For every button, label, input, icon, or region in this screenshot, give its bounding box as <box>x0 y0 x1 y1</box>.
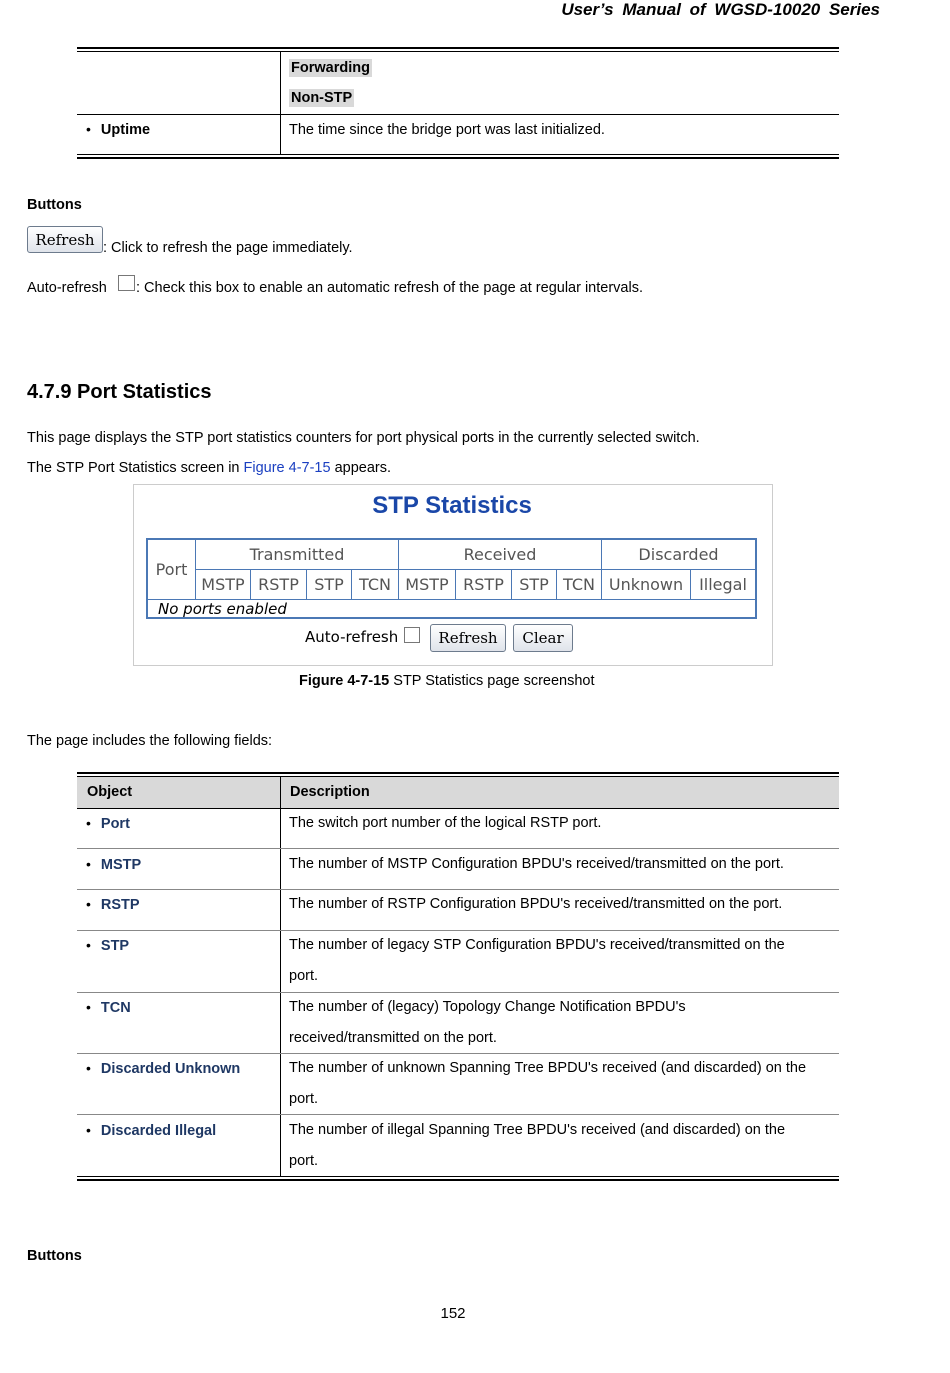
tx-rstp-header: RSTP <box>251 570 307 600</box>
transmitted-header: Transmitted <box>196 540 399 570</box>
autorefresh-checkbox-image <box>118 275 135 291</box>
buttons-heading: Buttons <box>27 197 82 213</box>
figure-caption: Figure 4-7-15 STP Statistics page screenshot <box>299 673 595 689</box>
screenshot-clear-button[interactable]: Clear <box>513 624 573 652</box>
fields-table-top-rule <box>77 772 839 774</box>
refresh-button-image: Refresh <box>27 226 103 253</box>
refresh-description: : Click to refresh the page immediately. <box>103 240 353 256</box>
table-row: • Discarded Unknown <box>86 1060 241 1077</box>
fields-table-column-divider <box>280 777 281 1177</box>
received-header: Received <box>399 540 602 570</box>
list-item: • Uptime <box>86 121 151 138</box>
screenshot-autorefresh-label: Auto-refresh <box>305 628 399 646</box>
rx-stp-header: STP <box>512 570 557 600</box>
row-description: The number of RSTP Configuration BPDU's received/transmitted on the port. <box>289 896 783 912</box>
port-header: Port <box>148 540 196 600</box>
table-row: • STP <box>86 937 130 954</box>
table-row: • MSTP <box>86 856 142 873</box>
row-description: The number of (legacy) Topology Change Notification BPDU's <box>289 999 686 1015</box>
tx-tcn-header: TCN <box>352 570 399 600</box>
row-description: The number of MSTP Configuration BPDU's received/transmitted on the port. <box>289 856 784 872</box>
rx-rstp-header: RSTP <box>456 570 512 600</box>
row-divider <box>77 930 839 931</box>
row-divider <box>77 889 839 890</box>
autorefresh-description: : Check this box to enable an automatic refresh of the page at regular intervals. <box>136 280 643 296</box>
fields-table-bottom-rule-outer <box>77 1179 839 1181</box>
figure-link[interactable]: Figure 4-7-15 <box>243 460 331 476</box>
row-description-cont: port. <box>289 968 319 984</box>
screenshot-autorefresh-checkbox[interactable] <box>404 627 420 643</box>
table-bottom-rule-outer <box>77 157 839 159</box>
table-row: • Discarded Illegal <box>86 1122 217 1139</box>
section-title: 4.7.9 Port Statistics <box>27 381 212 403</box>
fields-intro: The page includes the following fields: <box>27 733 273 749</box>
row-divider <box>77 114 839 115</box>
tx-stp-header: STP <box>307 570 352 600</box>
row-description: The number of illegal Spanning Tree BPDU's received (and discarded) on the <box>289 1122 786 1138</box>
row-description: The number of legacy STP Configuration BPDU's received/transmitted on the <box>289 937 785 953</box>
row-divider <box>77 992 839 993</box>
rx-mstp-header: MSTP <box>399 570 456 600</box>
screenshot-title: STP Statistics <box>372 492 532 519</box>
tx-mstp-header: MSTP <box>196 570 251 600</box>
fields-table-header <box>77 776 839 809</box>
uptime-description: The time since the bridge port was last initialized. <box>289 122 605 138</box>
discarded-unknown-header: Unknown <box>602 570 691 600</box>
autorefresh-label: Auto-refresh <box>27 280 107 296</box>
stp-statistics-table <box>146 538 757 619</box>
table-top-rule <box>77 47 839 49</box>
table-row: • Port <box>86 815 130 832</box>
row-description: The switch port number of the logical RSTP port. <box>289 815 602 831</box>
buttons-heading-2: Buttons <box>27 1248 82 1264</box>
screenshot-refresh-button[interactable]: Refresh <box>430 624 506 652</box>
discarded-header: Discarded <box>602 540 755 570</box>
object-column-header: Object <box>87 784 133 800</box>
screen-reference: The STP Port Statistics screen in Figure 4-7-15 appears. <box>27 460 392 476</box>
row-description-cont: port. <box>289 1153 319 1169</box>
rx-tcn-header: TCN <box>557 570 602 600</box>
row-divider <box>77 1114 839 1115</box>
row-divider <box>77 848 839 849</box>
state-value-forwarding: Forwarding <box>291 60 370 76</box>
section-intro: This page displays the STP port statistics counters for port physical ports in the currently selected switch. <box>27 430 700 446</box>
row-description-cont: port. <box>289 1091 319 1107</box>
row-description: The number of unknown Spanning Tree BPDU's received (and discarded) on the <box>289 1060 807 1076</box>
discarded-illegal-header: Illegal <box>691 570 755 600</box>
table-row: • TCN <box>86 999 131 1016</box>
row-divider <box>77 1053 839 1054</box>
table-bottom-rule <box>77 154 839 155</box>
page-number: 152 <box>440 1305 466 1322</box>
manual-header: User’s Manual of WGSD-10020 Series <box>561 0 880 19</box>
fields-table-bottom-rule <box>77 1176 839 1177</box>
state-value-non-stp: Non-STP <box>291 90 353 106</box>
table-row: • RSTP <box>86 896 140 913</box>
description-column-header: Description <box>290 784 370 800</box>
table-column-divider <box>280 52 281 155</box>
table-top-rule-inner <box>77 51 839 52</box>
no-ports-message: No ports enabled <box>158 600 287 618</box>
row-description-cont: received/transmitted on the port. <box>289 1030 497 1046</box>
